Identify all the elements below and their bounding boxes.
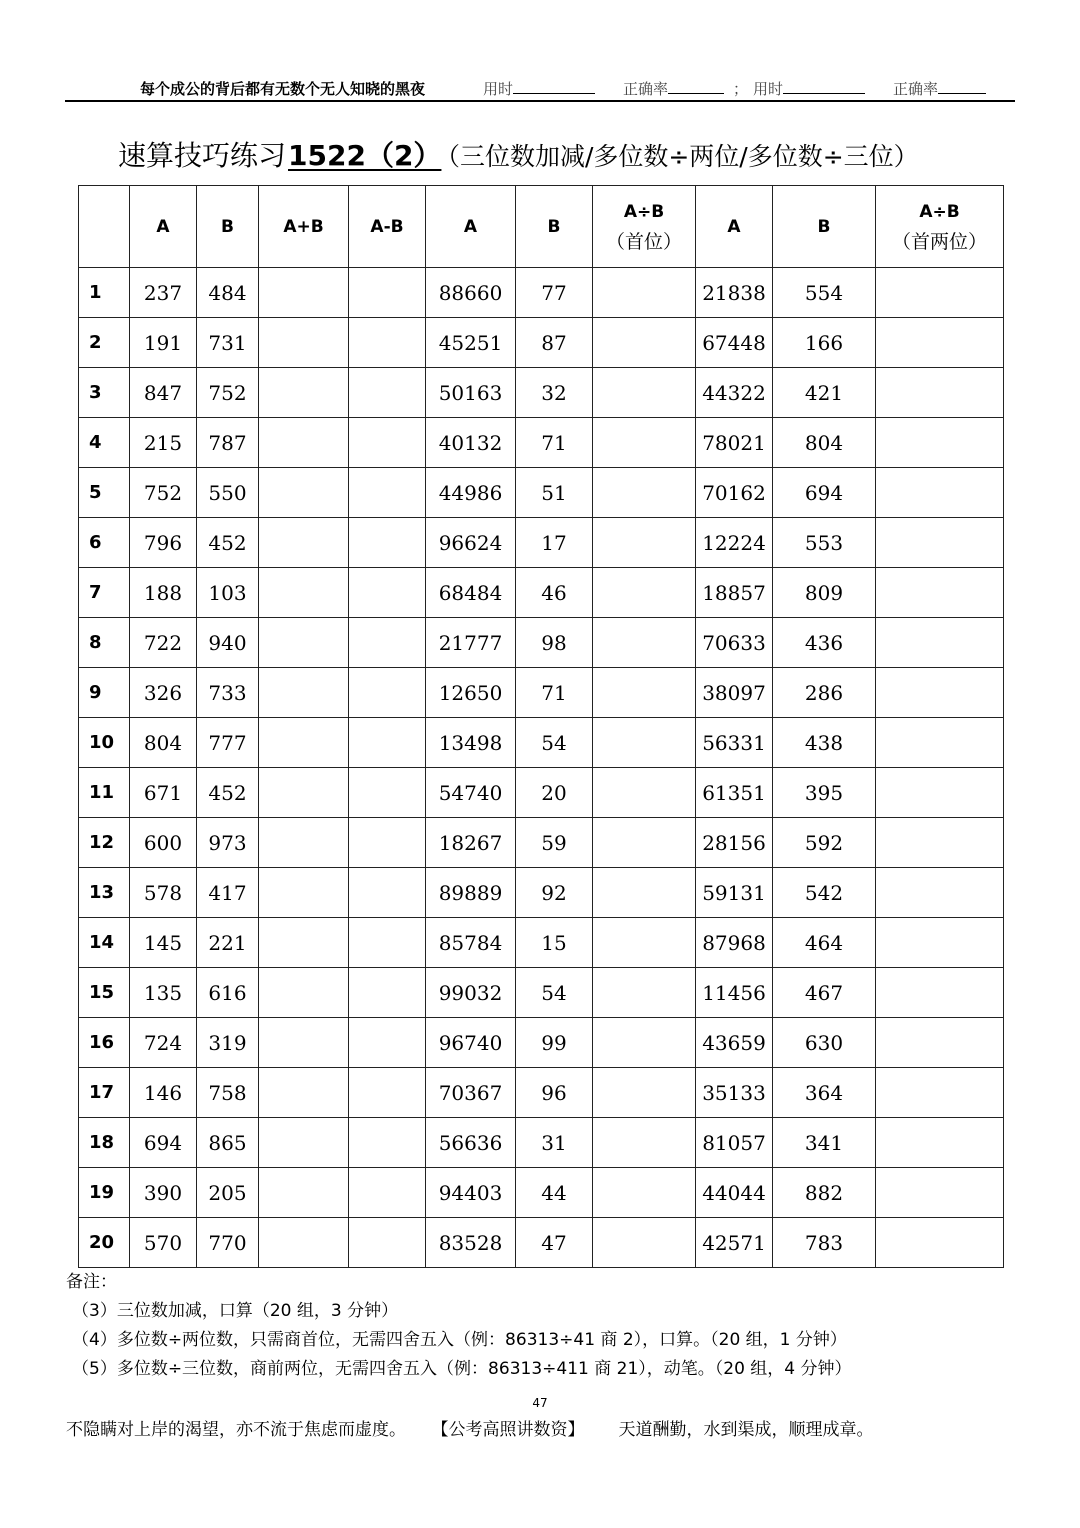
cell-a3: 35133: [696, 1068, 773, 1118]
cell-b: 787: [197, 418, 259, 468]
cell-div-first-two-digits: [876, 768, 1004, 818]
cell-b2: 99: [516, 1018, 593, 1068]
cell-sum: [259, 1068, 349, 1118]
cell-a3: 78021: [696, 418, 773, 468]
cell-diff: [349, 668, 426, 718]
cell-sum: [259, 318, 349, 368]
cell-b3: 554: [773, 268, 876, 318]
cell-diff: [349, 868, 426, 918]
cell-div-first-two-digits: [876, 718, 1004, 768]
cell-div-first-digit: [593, 1118, 696, 1168]
cell-a2: 45251: [426, 318, 516, 368]
row-index: 13: [79, 868, 130, 918]
table-row: [79, 268, 1004, 318]
row-index: 12: [79, 818, 130, 868]
cell-diff: [349, 418, 426, 468]
cell-b3: 882: [773, 1168, 876, 1218]
table-row: [79, 968, 1004, 1018]
header-div2-label: A÷B: [919, 201, 960, 222]
cell-a3: 44322: [696, 368, 773, 418]
cell-a: 390: [130, 1168, 197, 1218]
header-diff: A-B: [349, 186, 426, 268]
cell-a2: 13498: [426, 718, 516, 768]
cell-a: 796: [130, 518, 197, 568]
table-row: [79, 418, 1004, 468]
cell-div-first-digit: [593, 1018, 696, 1068]
table-row: [79, 1168, 1004, 1218]
cell-div-first-two-digits: [876, 1068, 1004, 1118]
cell-div-first-two-digits: [876, 518, 1004, 568]
cell-div-first-digit: [593, 618, 696, 668]
cell-b3: 286: [773, 668, 876, 718]
cell-a2: 18267: [426, 818, 516, 868]
cell-a: 146: [130, 1068, 197, 1118]
time-label: 用时: [483, 80, 514, 98]
cell-b2: 54: [516, 968, 593, 1018]
cell-b: 616: [197, 968, 259, 1018]
cell-a2: 68484: [426, 568, 516, 618]
cell-div-first-digit: [593, 818, 696, 868]
cell-sum: [259, 1218, 349, 1268]
cell-div-first-digit: [593, 1068, 696, 1118]
cell-b2: 92: [516, 868, 593, 918]
header-a3: A: [696, 186, 773, 268]
cell-b3: 783: [773, 1218, 876, 1268]
cell-a: 847: [130, 368, 197, 418]
cell-a3: 59131: [696, 868, 773, 918]
row-index: 20: [79, 1218, 130, 1268]
header-motto: 每个成公的背后都有无数个无人知晓的黑夜: [140, 80, 426, 98]
cell-sum: [259, 718, 349, 768]
cell-a: 135: [130, 968, 197, 1018]
cell-diff: [349, 918, 426, 968]
cell-div-first-digit: [593, 268, 696, 318]
accuracy-blank-2: [938, 79, 986, 94]
cell-div-first-two-digits: [876, 1168, 1004, 1218]
row-index: 17: [79, 1068, 130, 1118]
cell-b2: 54: [516, 718, 593, 768]
cell-div-first-digit: [593, 918, 696, 968]
time-blank: [513, 79, 595, 94]
cell-div-first-two-digits: [876, 568, 1004, 618]
cell-b: 452: [197, 768, 259, 818]
cell-a3: 67448: [696, 318, 773, 368]
title-number: 1522（2）: [288, 139, 442, 172]
cell-div-first-digit: [593, 718, 696, 768]
cell-a3: 38097: [696, 668, 773, 718]
cell-b2: 44: [516, 1168, 593, 1218]
cell-b3: 804: [773, 418, 876, 468]
header-div1-sub: （首位）: [605, 230, 682, 253]
cell-a2: 12650: [426, 668, 516, 718]
page-title: [118, 134, 919, 174]
cell-a2: 85784: [426, 918, 516, 968]
table-row: [79, 768, 1004, 818]
cell-div-first-two-digits: [876, 268, 1004, 318]
cell-a3: 43659: [696, 1018, 773, 1068]
cell-div-first-digit: [593, 368, 696, 418]
cell-diff: [349, 1018, 426, 1068]
cell-diff: [349, 718, 426, 768]
cell-b3: 542: [773, 868, 876, 918]
cell-a: 326: [130, 668, 197, 718]
page-footer: [66, 1415, 908, 1440]
cell-sum: [259, 1118, 349, 1168]
cell-sum: [259, 868, 349, 918]
cell-a3: 61351: [696, 768, 773, 818]
cell-a2: 56636: [426, 1118, 516, 1168]
cell-b2: 46: [516, 568, 593, 618]
cell-b2: 32: [516, 368, 593, 418]
cell-b: 484: [197, 268, 259, 318]
accuracy-blank: [668, 79, 724, 94]
cell-b2: 59: [516, 818, 593, 868]
cell-a3: 42571: [696, 1218, 773, 1268]
header-a2: A: [426, 186, 516, 268]
cell-b2: 17: [516, 518, 593, 568]
cell-sum: [259, 368, 349, 418]
footer-left: 不隐瞒对上岸的渴望，亦不流于焦虑而虚度。: [66, 1420, 406, 1440]
cell-b: 752: [197, 368, 259, 418]
cell-b2: 47: [516, 1218, 593, 1268]
cell-sum: [259, 918, 349, 968]
table-row: [79, 718, 1004, 768]
title-subtitle: （三位数加减/多位数÷两位/多位数÷三位）: [447, 142, 919, 171]
cell-a3: 21838: [696, 268, 773, 318]
notes-section: [66, 1268, 852, 1384]
cell-b2: 87: [516, 318, 593, 368]
table-row: [79, 818, 1004, 868]
cell-a: 722: [130, 618, 197, 668]
cell-b3: 809: [773, 568, 876, 618]
accuracy-field-2: [893, 78, 986, 99]
cell-a2: 70367: [426, 1068, 516, 1118]
header-a: A: [130, 186, 197, 268]
page-number: 47: [532, 1396, 548, 1410]
cell-div-first-digit: [593, 668, 696, 718]
cell-a: 570: [130, 1218, 197, 1268]
header-div-first-two-digits: [876, 186, 1004, 268]
cell-div-first-two-digits: [876, 1018, 1004, 1068]
row-index: 19: [79, 1168, 130, 1218]
row-index: 4: [79, 418, 130, 468]
cell-b: 221: [197, 918, 259, 968]
row-index: 14: [79, 918, 130, 968]
cell-a3: 87968: [696, 918, 773, 968]
cell-diff: [349, 1118, 426, 1168]
cell-div-first-digit: [593, 768, 696, 818]
table-row: [79, 918, 1004, 968]
cell-sum: [259, 568, 349, 618]
cell-div-first-digit: [593, 1168, 696, 1218]
table-header-row: [79, 186, 1004, 268]
cell-a2: 88660: [426, 268, 516, 318]
cell-a2: 44986: [426, 468, 516, 518]
cell-b3: 438: [773, 718, 876, 768]
cell-b3: 630: [773, 1018, 876, 1068]
cell-div-first-two-digits: [876, 668, 1004, 718]
cell-b: 731: [197, 318, 259, 368]
table-row: [79, 568, 1004, 618]
header-index: [79, 186, 130, 268]
accuracy-field: [623, 78, 724, 99]
cell-div-first-two-digits: [876, 818, 1004, 868]
cell-sum: [259, 268, 349, 318]
note-item: （5）多位数÷三位数，商前两位，无需四舍五入（例：86313÷411 商 21），动笔。（20 组，4 分钟）: [72, 1359, 852, 1379]
time-blank-2: [783, 79, 865, 94]
time-field: [483, 78, 595, 99]
cell-b: 452: [197, 518, 259, 568]
row-index: 1: [79, 268, 130, 318]
cell-div-first-digit: [593, 568, 696, 618]
cell-a: 215: [130, 418, 197, 468]
title-main: 速算技巧练习: [118, 139, 287, 172]
cell-sum: [259, 468, 349, 518]
header-b2: B: [516, 186, 593, 268]
cell-a2: 89889: [426, 868, 516, 918]
cell-diff: [349, 368, 426, 418]
row-index: 15: [79, 968, 130, 1018]
cell-diff: [349, 268, 426, 318]
cell-div-first-two-digits: [876, 318, 1004, 368]
cell-b3: 364: [773, 1068, 876, 1118]
cell-div-first-two-digits: [876, 418, 1004, 468]
cell-div-first-digit: [593, 468, 696, 518]
cell-b: 103: [197, 568, 259, 618]
cell-a: 237: [130, 268, 197, 318]
cell-a3: 70162: [696, 468, 773, 518]
cell-diff: [349, 568, 426, 618]
row-index: 8: [79, 618, 130, 668]
row-index: 6: [79, 518, 130, 568]
cell-diff: [349, 1168, 426, 1218]
cell-a: 600: [130, 818, 197, 868]
cell-b2: 96: [516, 1068, 593, 1118]
cell-sum: [259, 418, 349, 468]
cell-a: 578: [130, 868, 197, 918]
cell-a2: 21777: [426, 618, 516, 668]
note-item: （3）三位数加减，口算（20 组，3 分钟）: [72, 1301, 399, 1321]
cell-b: 770: [197, 1218, 259, 1268]
time-label-2: 用时: [753, 80, 784, 98]
cell-a3: 70633: [696, 618, 773, 668]
cell-a3: 28156: [696, 818, 773, 868]
cell-a: 145: [130, 918, 197, 968]
cell-b3: 694: [773, 468, 876, 518]
cell-a: 752: [130, 468, 197, 518]
footer-middle: 【公考高照讲数资】: [440, 1420, 585, 1440]
cell-b2: 71: [516, 418, 593, 468]
cell-a3: 12224: [696, 518, 773, 568]
page-header: [65, 74, 1015, 102]
cell-b: 319: [197, 1018, 259, 1068]
row-index: 11: [79, 768, 130, 818]
cell-div-first-digit: [593, 318, 696, 368]
cell-div-first-two-digits: [876, 968, 1004, 1018]
cell-a2: 99032: [426, 968, 516, 1018]
cell-b: 940: [197, 618, 259, 668]
row-index: 5: [79, 468, 130, 518]
row-index: 16: [79, 1018, 130, 1068]
cell-b3: 421: [773, 368, 876, 418]
table-row: [79, 618, 1004, 668]
cell-a3: 11456: [696, 968, 773, 1018]
time-field-2: [753, 78, 865, 99]
cell-div-first-digit: [593, 418, 696, 468]
cell-a: 188: [130, 568, 197, 618]
cell-a2: 50163: [426, 368, 516, 418]
cell-diff: [349, 768, 426, 818]
cell-div-first-digit: [593, 868, 696, 918]
cell-sum: [259, 768, 349, 818]
cell-b3: 436: [773, 618, 876, 668]
cell-sum: [259, 618, 349, 668]
row-index: 3: [79, 368, 130, 418]
cell-b: 777: [197, 718, 259, 768]
header-b3: B: [773, 186, 876, 268]
table-body: [79, 268, 1004, 1268]
header-div-first-digit: [593, 186, 696, 268]
cell-a: 671: [130, 768, 197, 818]
cell-diff: [349, 1218, 426, 1268]
cell-b: 417: [197, 868, 259, 918]
cell-diff: [349, 968, 426, 1018]
cell-a: 724: [130, 1018, 197, 1068]
cell-diff: [349, 818, 426, 868]
cell-b2: 20: [516, 768, 593, 818]
table-row: [79, 668, 1004, 718]
cell-b: 758: [197, 1068, 259, 1118]
cell-div-first-two-digits: [876, 868, 1004, 918]
cell-a2: 40132: [426, 418, 516, 468]
table-row: [79, 1218, 1004, 1268]
row-index: 9: [79, 668, 130, 718]
table-row: [79, 1118, 1004, 1168]
cell-a3: 81057: [696, 1118, 773, 1168]
cell-a: 694: [130, 1118, 197, 1168]
cell-div-first-two-digits: [876, 368, 1004, 418]
cell-sum: [259, 518, 349, 568]
header-separator: ；: [733, 80, 749, 98]
cell-sum: [259, 668, 349, 718]
accuracy-label: 正确率: [623, 80, 669, 98]
cell-a2: 54740: [426, 768, 516, 818]
cell-a3: 44044: [696, 1168, 773, 1218]
cell-div-first-two-digits: [876, 1218, 1004, 1268]
cell-a3: 56331: [696, 718, 773, 768]
cell-diff: [349, 318, 426, 368]
cell-b3: 553: [773, 518, 876, 568]
table-row: [79, 368, 1004, 418]
cell-a2: 96624: [426, 518, 516, 568]
notes-label: 备注：: [66, 1272, 117, 1292]
cell-b2: 77: [516, 268, 593, 318]
header-b: B: [197, 186, 259, 268]
accuracy-label-2: 正确率: [893, 80, 939, 98]
cell-diff: [349, 518, 426, 568]
cell-sum: [259, 968, 349, 1018]
cell-div-first-digit: [593, 518, 696, 568]
cell-div-first-two-digits: [876, 618, 1004, 668]
cell-sum: [259, 1018, 349, 1068]
header-div2-sub: （首两位）: [891, 230, 987, 253]
row-index: 18: [79, 1118, 130, 1168]
cell-diff: [349, 468, 426, 518]
cell-b: 865: [197, 1118, 259, 1168]
cell-b3: 166: [773, 318, 876, 368]
cell-a3: 18857: [696, 568, 773, 618]
cell-b2: 71: [516, 668, 593, 718]
table-row: [79, 518, 1004, 568]
table-row: [79, 318, 1004, 368]
cell-div-first-two-digits: [876, 918, 1004, 968]
table-row: [79, 1068, 1004, 1118]
cell-div-first-two-digits: [876, 468, 1004, 518]
row-index: 10: [79, 718, 130, 768]
note-item: （4）多位数÷两位数，只需商首位，无需四舍五入（例：86313÷41 商 2），口算。（20 组，1 分钟）: [72, 1330, 847, 1350]
cell-b3: 464: [773, 918, 876, 968]
cell-b3: 467: [773, 968, 876, 1018]
cell-b3: 395: [773, 768, 876, 818]
cell-div-first-digit: [593, 968, 696, 1018]
cell-diff: [349, 1068, 426, 1118]
cell-a2: 83528: [426, 1218, 516, 1268]
cell-b2: 15: [516, 918, 593, 968]
cell-b: 973: [197, 818, 259, 868]
cell-b3: 341: [773, 1118, 876, 1168]
cell-a2: 96740: [426, 1018, 516, 1068]
cell-a: 191: [130, 318, 197, 368]
table-row: [79, 1018, 1004, 1068]
table-row: [79, 868, 1004, 918]
footer-right: 天道酬勤，水到渠成，顺理成章。: [618, 1420, 874, 1440]
row-index: 2: [79, 318, 130, 368]
cell-b2: 51: [516, 468, 593, 518]
cell-b2: 98: [516, 618, 593, 668]
cell-div-first-two-digits: [876, 1118, 1004, 1168]
cell-sum: [259, 818, 349, 868]
header-div1-label: A÷B: [623, 201, 665, 222]
cell-b2: 31: [516, 1118, 593, 1168]
cell-div-first-digit: [593, 1218, 696, 1268]
cell-b: 550: [197, 468, 259, 518]
table-row: [79, 468, 1004, 518]
cell-b: 205: [197, 1168, 259, 1218]
cell-a: 804: [130, 718, 197, 768]
header-sum: A+B: [259, 186, 349, 268]
cell-diff: [349, 618, 426, 668]
cell-b3: 592: [773, 818, 876, 868]
row-index: 7: [79, 568, 130, 618]
cell-b: 733: [197, 668, 259, 718]
cell-a2: 94403: [426, 1168, 516, 1218]
practice-table: [78, 185, 1004, 1268]
cell-sum: [259, 1168, 349, 1218]
